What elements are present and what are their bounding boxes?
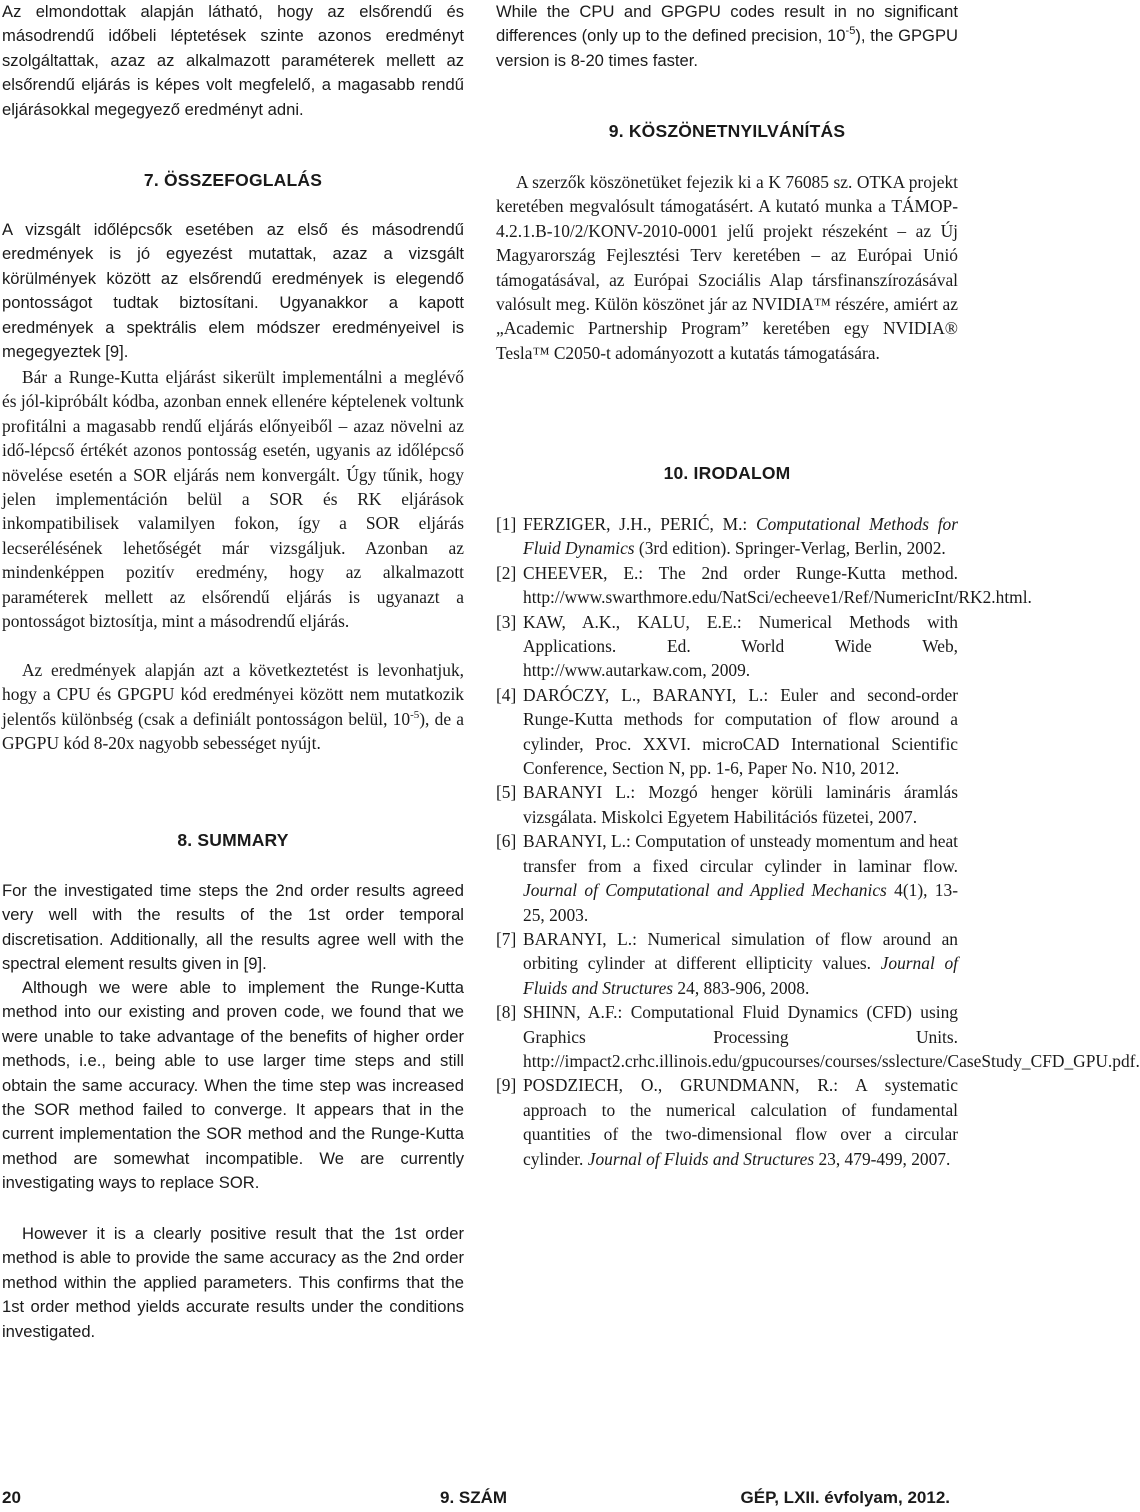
reference-text: DARÓCZY, L., BARANYI, L.: Euler and second-order Runge-Kutta methods for computation of flow around a cylinder, Proc. XXVI. microCAD International Scientific Conference, Section N, pp. 1-6, Paper No. N10, 2012.	[523, 684, 958, 779]
reference-number: [1]	[496, 514, 517, 534]
reference-text: BARANYI, L.: Numerical simulation of flow around an orbiting cylinder at different ellipticity values.	[523, 928, 958, 974]
section-7-paragraph-3	[2, 658, 464, 756]
section-10-heading: 10. IRODALOM	[663, 463, 791, 483]
reference-item	[496, 683, 958, 781]
section-7-paragraph-2: Bár a Runge-Kutta eljárást sikerült implementálni a meglévő és jól-kipróbált kódba, azonban ennek ellenére képtelenek voltunk profitálni a magasabb rendű eljárás előnyeiből – azaz növelni az idő-lépcső értékét azonos pontosság esetén, ugyanis az időlépcső növelése esetén a SOR eljárás nem konvergált. Úgy tűnik, hogy jelen implementáción belül a SOR és RK eljárások inkompatibilisek valamilyen fokon, így a SOR eljárás lecserélésének lehetőségét már vizsgáljuk. Azonban az mindenképpen pozitív eredmény, hogy az alkalmazott paraméterek mellett az elsőrendű eljárás is ugyanazt a pontosságot biztosítja, mint a másodrendű eljárás.	[2, 367, 464, 632]
intro-en-text-b: ), the GPGPU version is 8-20 times faster.	[496, 26, 958, 70]
section-8-paragraph-2: Although we were able to implement the Runge-Kutta method into our existing and proven code, we found that we were unable to take advantage of the benefits of higher order methods, i.e., being able to use larger time steps and still obtain the same accuracy. When the time step was increased the SOR method failed to converge. It appears that in the current implementation the SOR method and the Runge-Kutta method are somewhat incompatible. We are currently investigating ways to replace SOR.	[2, 978, 464, 1193]
intro-en-exponent: -5	[845, 25, 856, 38]
reference-number: [3]	[496, 611, 517, 632]
reference-number: [7]	[496, 928, 517, 949]
reference-text: SHINN, A.F.: Computational Fluid Dynamics (CFD) using Graphics Processing Units. http://impact2.crhc.illinois.edu/gpucourses/courses/sslecture/CaseStudy_CFD_GPU.pdf.	[523, 1002, 1140, 1071]
reference-number: [5]	[496, 782, 517, 803]
reference-title-italic: Computational Methods for Fluid Dynamics	[523, 514, 958, 559]
issue-number: 9. SZÁM	[440, 1488, 508, 1507]
reference-item	[496, 927, 958, 1000]
reference-item	[496, 610, 958, 683]
reference-item	[496, 1073, 958, 1171]
intro-paragraph-hu: Az elmondottak alapján látható, hogy az elsőrendű és másodrendű időbeli léptetések szinte azonos eredményt szolgáltattak, azaz az alkalmazott paraméterek mellett az elsőrendű eljárás is képes volt megfelelő, a magasabb rendű eljárásokkal megegyező eredményt adni.	[2, 2, 464, 119]
reference-number: [6]	[496, 831, 517, 852]
reference-number: [9]	[496, 1075, 517, 1096]
reference-item	[496, 829, 958, 927]
reference-title-italic: Journal of Fluids and Structures	[587, 1148, 815, 1169]
reference-text-tail: (3rd edition). Springer-Verlag, Berlin, 2002.	[634, 538, 946, 559]
intro-paragraph-en	[496, 0, 958, 73]
reference-number: [4]	[496, 684, 517, 705]
section-8-paragraph-3: However it is a clearly positive result that the 1st order method is able to provide the same accuracy as the 2nd order method within the applied parameters. This confirms that the 1st order method yields accurate results under the conditions investigated.	[2, 1224, 464, 1341]
reference-text: CHEEVER, E.: The 2nd order Runge-Kutta method. http://www.swarthmore.edu/NatSci/echeeve1/Ref/NumericInt/RK2.html.	[523, 562, 1032, 608]
reference-title-italic: Journal of Fluids and Structures	[523, 953, 958, 998]
reference-item	[496, 561, 1032, 610]
reference-number: [8]	[496, 1002, 517, 1023]
section-7-body	[2, 218, 464, 364]
s7-p3-text-a: Az eredmények alapján azt a következtetést is levonhatjuk, hogy a CPU és GPGPU kód eredményei között nem mutatkozik jelentős különbség (csak a definiált pontosságon belül, 10	[2, 660, 464, 729]
reference-text: POSDZIECH, O., GRUNDMANN, R.: A systematic approach to the numerical calculation of fundamental quantities of the two-dimensional flow over a circular cylinder.	[523, 1075, 958, 1169]
reference-item	[496, 1000, 1140, 1073]
s7-p3-exponent: -5	[410, 708, 420, 721]
reference-text: KAW, A.K., KALU, E.E.: Numerical Methods with Applications. Ed. World Wide Web, http://www.autarkaw.com, 2009.	[523, 611, 958, 681]
s7-p3-text-b: ), de a GPGPU kód 8-20x nagyobb sebességet nyújt.	[2, 708, 464, 754]
reference-text-tail: 23, 479-499, 2007.	[814, 1148, 951, 1169]
reference-text: FERZIGER, J.H., PERIĆ, M.:	[523, 514, 756, 534]
reference-list	[496, 512, 1140, 1171]
reference-title-italic: Journal of Computational and Applied Mechanics	[523, 880, 887, 901]
reference-text-tail: 4(1), 13-25, 2003.	[523, 880, 958, 925]
section-7-heading: 7. ÖSSZEFOGLALÁS	[143, 170, 323, 190]
section-9-heading: 9. KÖSZÖNETNYILVÁNÍTÁS	[608, 121, 846, 141]
journal-name: GÉP, LXII. évfolyam, 2012.	[740, 1488, 950, 1507]
section-7-paragraph-1: A vizsgált időlépcsők esetében az első és másodrendű eredmények is jó egyezést mutattak, azaz a vizsgált körülmények között az elsőrendű eredmények is elegendő pontosságot tudtak biztosítani. Ugyanakkor a kapott eredmények a spektrális elem módszer eredményeivel is megegyeztek [9].	[2, 220, 464, 362]
reference-text: BARANYI L.: Mozgó henger körüli lamináris áramlás vizsgálata. Miskolci Egyetem Habilitációs füzetei, 2007.	[523, 782, 958, 827]
reference-text-tail: 24, 883-906, 2008.	[673, 977, 810, 998]
page-number: 20	[2, 1488, 21, 1507]
reference-item	[496, 512, 958, 561]
section-8-paragraph-1: For the investigated time steps the 2nd order results agreed very well with the results of the 1st order temporal discretisation. Additionally, all the results agree well with the spectral element results given in [9].	[2, 881, 464, 974]
intro-en-text-a: While the CPU and GPGPU codes result in no significant differences (only up to the defined precision, 10	[496, 2, 958, 46]
section-9-paragraph: A szerzők köszönetüket fejezik ki a K 76085 sz. OTKA projekt keretében megvalósult támogatásért. A kutató munka a TÁMOP-4.2.1.B-10/2/KONV-2010-0001 jelű projekt részeként – az Új Magyarország Fejlesztési Terv keretében – az Európai Unió támogatásával, az Európai Szociális Alap társfinanszírozásával valósult meg. Külön köszönet jár az NVIDIA™ részére, amiért az „Academic Partnership Program” keretében egy NVIDIA® Tesla™ C2050-t adományozott a kutatás támogatására.	[496, 172, 958, 363]
reference-number: [2]	[496, 562, 517, 583]
reference-item	[496, 780, 958, 829]
section-8-heading: 8. SUMMARY	[177, 830, 289, 850]
reference-text: BARANYI, L.: Computation of unsteady momentum and heat transfer from a fixed circular cylinder in laminar flow.	[523, 831, 958, 876]
